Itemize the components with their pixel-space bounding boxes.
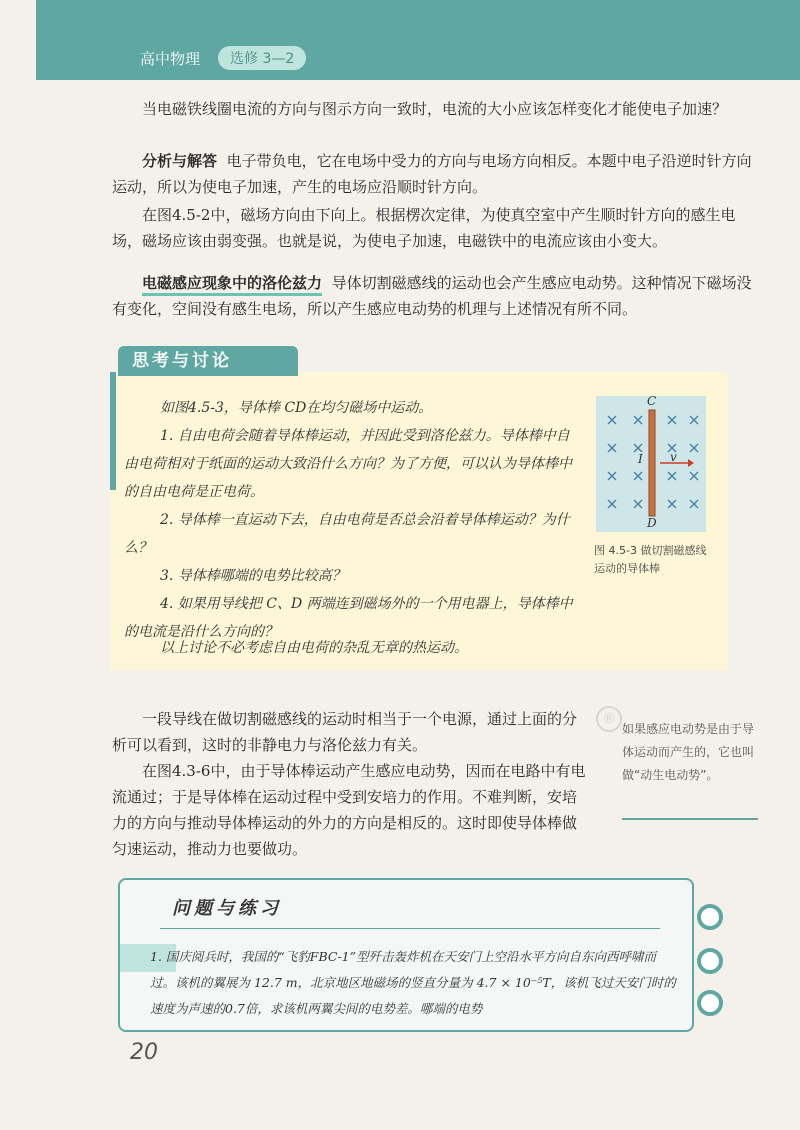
- analysis-text: 电子带负电，它在电场中受力的方向与电场方向相反。本题中电子沿逆时针方向运动，所以为使电子加速，产生的电场应沿顺时针方向。: [112, 152, 752, 196]
- label-c: C: [647, 394, 657, 408]
- field-diagram: [596, 396, 706, 532]
- motional-emf-note: 如果感应电动势是由于导体运动而产生的，它也叫做“动生电动势”。: [622, 722, 755, 782]
- binder-ring-icon: [697, 990, 723, 1016]
- lenz-paragraph: 在图4.5-2中，磁场方向由下向上。根据楞次定律，为使真空室中产生顺时针方向的感生电场，磁场应该由弱变强。也就是说，为使电子加速，电磁铁中的电流应该由小变大。: [112, 206, 736, 250]
- emf-source-paragraph: 一段导线在做切割磁感线的运动时相当于一个电源，通过上面的分析可以看到，这时的非静电力与洛伦兹力有关。: [112, 710, 578, 754]
- label-velocity: v: [670, 450, 677, 464]
- volume-badge: 选修 3—2: [218, 46, 306, 70]
- section-heading: 电磁感应现象中的洛伦兹力: [142, 274, 322, 296]
- exercise-title: 问题与练习: [172, 898, 282, 919]
- conductor-rod: [649, 410, 655, 516]
- think-question-1: 1. 自由电荷会随着导体棒运动，并因此受到洛伦兹力。导体棒中自由电荷相对于纸面的运动大致沿什么方向？为了方便，可以认为导体棒中的自由电荷是正电荷。: [124, 428, 572, 500]
- book-title: 高中物理: [140, 50, 201, 68]
- ampere-force-paragraph: 在图4.3-6中，由于导体棒运动产生感应电动势，因而在电路中有电流通过；于是导体棒在运动过程中受到安培力的作用。不难判断，安培力的方向与推动导体棒运动的外力的方向是相反的。这时即使导体棒做匀速运动，推动力也要做功。: [112, 762, 586, 858]
- think-discuss-title: 思考与讨论: [118, 346, 298, 376]
- magnetic-field-figure: [596, 396, 706, 532]
- think-question-3: 3. 导体棒哪端的电势比较高？: [160, 568, 346, 584]
- lorentz-paragraph: [112, 270, 760, 322]
- label-d: D: [647, 516, 657, 530]
- section-text: 导体切割磁感线的运动也会产生感应电动势。这种情况下磁场没有变化，空间没有感生电场，所以产生感应电动势的机理与上述情况有所不同。: [112, 274, 752, 318]
- think-accent-strip: [110, 372, 116, 490]
- binder-ring-icon: [697, 904, 723, 930]
- exercise-title-line: [160, 928, 660, 929]
- velocity-arrowhead-icon: [688, 459, 694, 467]
- figure-caption: 图 4.5-3 做切割磁感线运动的导体棒: [594, 544, 707, 575]
- think-intro: 如图4.5-3，导体棒 CD在均匀磁场中运动。: [160, 400, 433, 416]
- label-current: I: [638, 452, 643, 466]
- side-note-underline: [622, 818, 758, 820]
- think-question-4: 4. 如果用导线把 C、D 两端连到磁场外的一个用电器上，导体棒中的电流是沿什么方向的？: [124, 596, 573, 640]
- think-note: 以上讨论不必考虑自由电荷的杂乱无章的热运动。: [160, 640, 468, 656]
- analysis-label: 分析与解答: [142, 152, 218, 170]
- registered-mark-icon: ®: [596, 706, 622, 732]
- page-number: 20: [130, 1040, 158, 1065]
- analysis-paragraph: [112, 148, 752, 200]
- binder-ring-icon: [697, 948, 723, 974]
- exercise-item-1: 1. 国庆阅兵时，我国的“飞豹FBC-1”型歼击轰炸机在天安门上空沿水平方向自东向西呼啸而过。该机的翼展为 12.7 m，北京地区地磁场的竖直分量为 4.7 × 10⁻⁵T，该机飞过天安门时的速度为声速的0.7倍，求该机两翼尖间的电势差。哪端的电势: [150, 949, 676, 1016]
- think-question-2: 2. 导体棒一直运动下去，自由电荷是否总会沿着导体棒运动？为什么？: [124, 512, 570, 556]
- question-paragraph: 当电磁铁线圈电流的方向与图示方向一致时，电流的大小应该怎样变化才能使电子加速？: [142, 100, 728, 118]
